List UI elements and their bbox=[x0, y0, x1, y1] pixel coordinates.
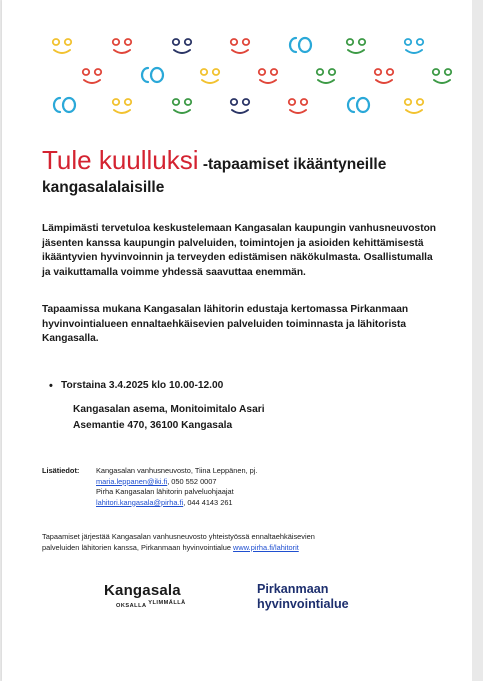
event-place: Kangasalan asema, Monitoimitalo Asari bbox=[73, 404, 265, 415]
co-icon bbox=[348, 98, 369, 112]
smiley-face-icon bbox=[173, 39, 191, 53]
email-link-1[interactable]: maria.leppanen@iki.fi bbox=[96, 476, 168, 486]
contact-info bbox=[96, 466, 258, 508]
smiley-face-icon bbox=[347, 39, 365, 53]
smiley-face-icon bbox=[201, 69, 219, 83]
smiley-face-pattern bbox=[2, 0, 472, 130]
smiley-face-icon bbox=[405, 99, 423, 113]
contact-line-3: Pirha Kangasalan lähitorin palveluohjaajat bbox=[96, 487, 234, 497]
phone-1: , 050 552 0007 bbox=[167, 476, 217, 486]
phone-2: , 044 4143 261 bbox=[183, 497, 233, 507]
kangasala-logo-tagline bbox=[116, 600, 186, 609]
co-icon bbox=[290, 38, 311, 52]
smiley-face-icon bbox=[433, 69, 451, 83]
contact-line-2 bbox=[96, 477, 258, 488]
flyer-page bbox=[2, 0, 472, 681]
organizer-note bbox=[42, 532, 442, 553]
organizer-line-2 bbox=[42, 543, 442, 554]
intro-paragraph: Lämpimästi tervetuloa keskustelemaan Kangasalan kaupungin vanhusneuvoston jäsenten kanssa kaupungin palveluiden, toimintojen ja asioiden kehittämisestä ikääntyvien hyvinvoinnin ja terveyden edistämisen näkökulmasta. Osallistumalla ja vaikuttamalla voimme yhdessä saavuttaa enemmän. bbox=[42, 223, 437, 278]
pirha-logo-line-2: hyvinvointialue bbox=[257, 596, 349, 611]
lahitori-paragraph: Tapaamissa mukana Kangasalan lähitorin edustaja kertomassa Pirkanmaan hyvinvointialueen ennaltaehkäisevien palveluiden toiminnasta ja lähitorista Kangasalla. bbox=[42, 304, 409, 345]
flyer-title bbox=[42, 145, 462, 176]
smiley-face-icon bbox=[405, 39, 423, 53]
co-icon bbox=[54, 98, 75, 112]
pirha-logo bbox=[257, 582, 349, 611]
smiley-face-icon bbox=[173, 99, 191, 113]
tagline-part-1: OKSALLA bbox=[116, 603, 147, 609]
event-address: Asemantie 470, 36100 Kangasala bbox=[73, 420, 233, 431]
smiley-face-icon bbox=[317, 69, 335, 83]
smiley-face-icon bbox=[231, 99, 249, 113]
organizer-line-1: Tapaamiset järjestää Kangasalan vanhusneuvosto yhteistyössä ennaltaehkäisevien bbox=[42, 532, 315, 541]
event-time bbox=[49, 378, 224, 394]
co-icon bbox=[142, 68, 163, 82]
smiley-face-icon bbox=[113, 39, 131, 53]
viewer-background bbox=[472, 0, 483, 681]
kangasala-logo: Kangasala bbox=[104, 582, 181, 599]
smiley-face-icon bbox=[231, 39, 249, 53]
title-highlight: Tule kuulluksi bbox=[42, 145, 199, 175]
smiley-face-icon bbox=[289, 99, 307, 113]
event-when: Torstaina 3.4.2025 klo 10.00-12.00 bbox=[61, 380, 224, 391]
tagline-part-2: YLIMMÄLLÄ bbox=[148, 600, 186, 606]
smiley-face-icon bbox=[113, 99, 131, 113]
event-venue bbox=[73, 402, 265, 434]
email-link-2[interactable]: lahitori.kangasala@pirha.fi bbox=[96, 497, 184, 507]
bullet-icon: • bbox=[49, 380, 53, 392]
info-label: Lisätiedot: bbox=[42, 466, 80, 475]
title-line-2: kangasalalaisille bbox=[42, 179, 165, 196]
pirha-logo-line-1: Pirkanmaan bbox=[257, 582, 329, 596]
smiley-face-icon bbox=[53, 39, 71, 53]
organizer-line-2-text: palveluiden lähitorien kanssa, Pirkanmaan hyvinvointialue bbox=[42, 542, 234, 552]
smiley-face-icon bbox=[375, 69, 393, 83]
pirha-website-link[interactable]: www.pirha.fi/lahitorit bbox=[233, 542, 299, 552]
smiley-face-icon bbox=[259, 69, 277, 83]
title-rest: -tapaamiset ikääntyneille bbox=[198, 156, 387, 173]
contact-line-1: Kangasalan vanhusneuvosto, Tiina Leppänen, pj. bbox=[96, 466, 258, 475]
smiley-face-icon bbox=[83, 69, 101, 83]
contact-line-4 bbox=[96, 498, 258, 509]
